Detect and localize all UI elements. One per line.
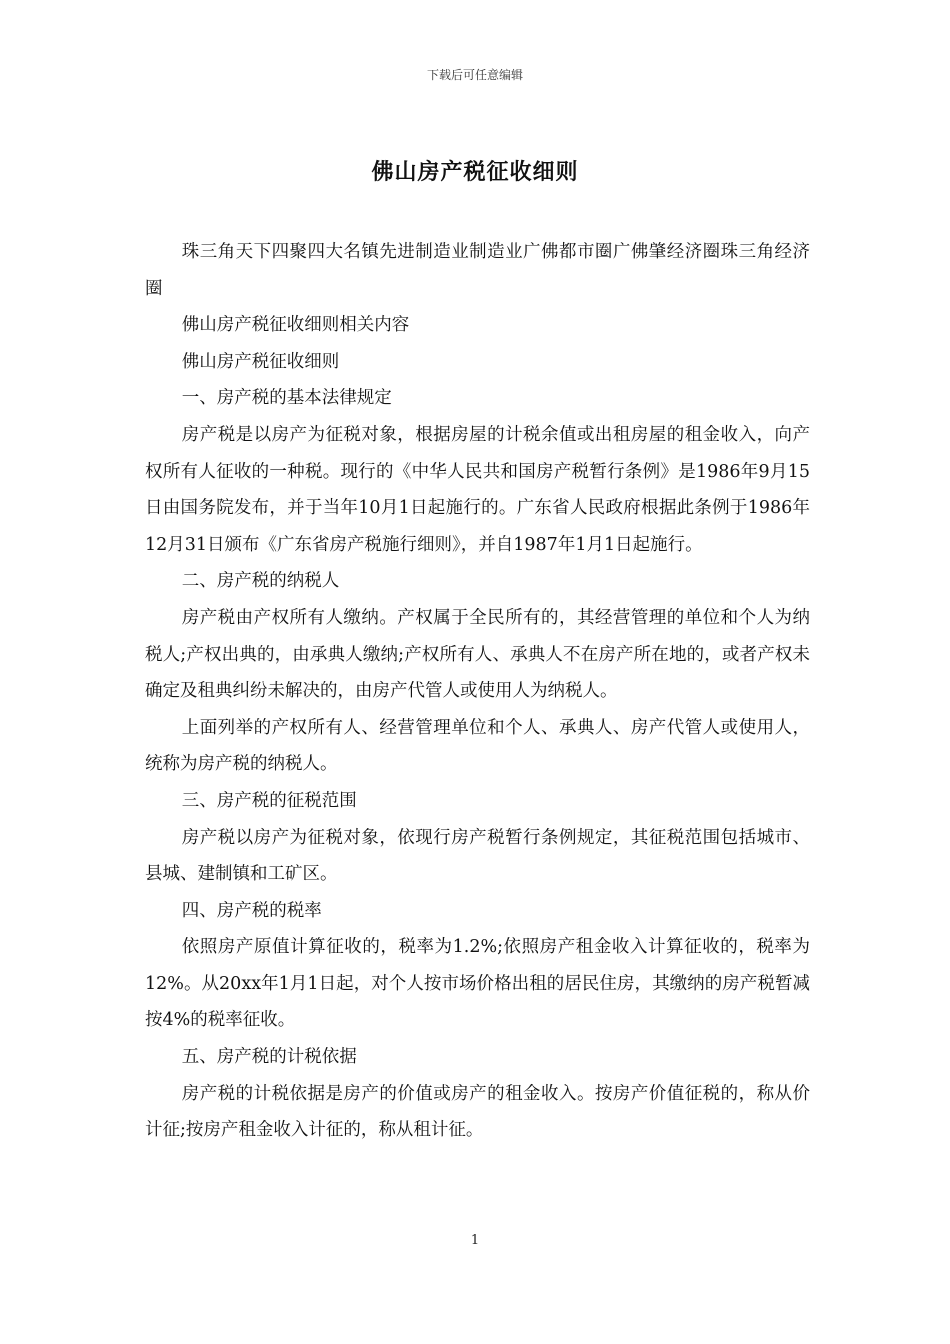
page-header-note: 下载后可任意编辑 <box>426 68 523 82</box>
document-title: 佛山房产税征收细则 <box>371 159 579 185</box>
page-number: 1 <box>470 1233 480 1248</box>
paragraph-related-content: 佛山房产税征收细则相关内容 <box>181 315 410 336</box>
section-heading-4: 四、房产税的税率 <box>181 900 322 921</box>
paragraph-section-4: 依照房产原值计算征收的，税率为1.2%;依照房产租金收入计算征收的，税率为12%。从20xx年1月1日起，对个人按市场价格出租的居民住房，其缴纳的房产税暂减按4%的税率征收。 <box>145 937 810 1031</box>
section-heading-3: 三、房产税的征税范围 <box>181 790 357 811</box>
paragraph-section-5: 房产税的计税依据是房产的价值或房产的租金收入。按房产价值征税的，称从价计征;按房产租金收入计征的，称从租计征。 <box>145 1083 810 1141</box>
paragraph-intro-keywords: 珠三角天下四聚四大名镇先进制造业制造业广佛都市圈广佛肇经济圈珠三角经济圈 <box>145 242 810 299</box>
paragraph-section-3: 房产税以房产为征税对象，依现行房产税暂行条例规定，其征税范围包括城市、县城、建制镇和工矿区。 <box>145 827 810 885</box>
paragraph-subtitle: 佛山房产税征收细则 <box>181 351 340 372</box>
paragraph-section-2b: 上面列举的产权所有人、经营管理单位和个人、承典人、房产代管人或使用人，统称为房产税的纳税人。 <box>145 717 810 775</box>
section-heading-5: 五、房产税的计税依据 <box>181 1047 357 1068</box>
section-heading-1: 一、房产税的基本法律规定 <box>181 388 392 409</box>
paragraph-section-2a: 房产税由产权所有人缴纳。产权属于全民所有的，其经营管理的单位和个人为纳税人;产权出典的，由承典人缴纳;产权所有人、承典人不在房产所在地的，或者产权未确定及租典纠纷未解决的，由房产代管人或使用人为纳税人。 <box>145 607 810 702</box>
document-body <box>145 234 810 1149</box>
paragraph-section-1: 房产税是以房产为征税对象，根据房屋的计税余值或出租房屋的租金收入，向产权所有人征收的一种税。现行的《中华人民共和国房产税暂行条例》是1986年9月15日由国务院发布，并于当年10月1日起施行的。广东省人民政府根据此条例于1986年12月31日颁布《广东省房产税施行细则》，并自1987年1月1日起施行。 <box>145 424 810 555</box>
section-heading-2: 二、房产税的纳税人 <box>181 571 340 592</box>
